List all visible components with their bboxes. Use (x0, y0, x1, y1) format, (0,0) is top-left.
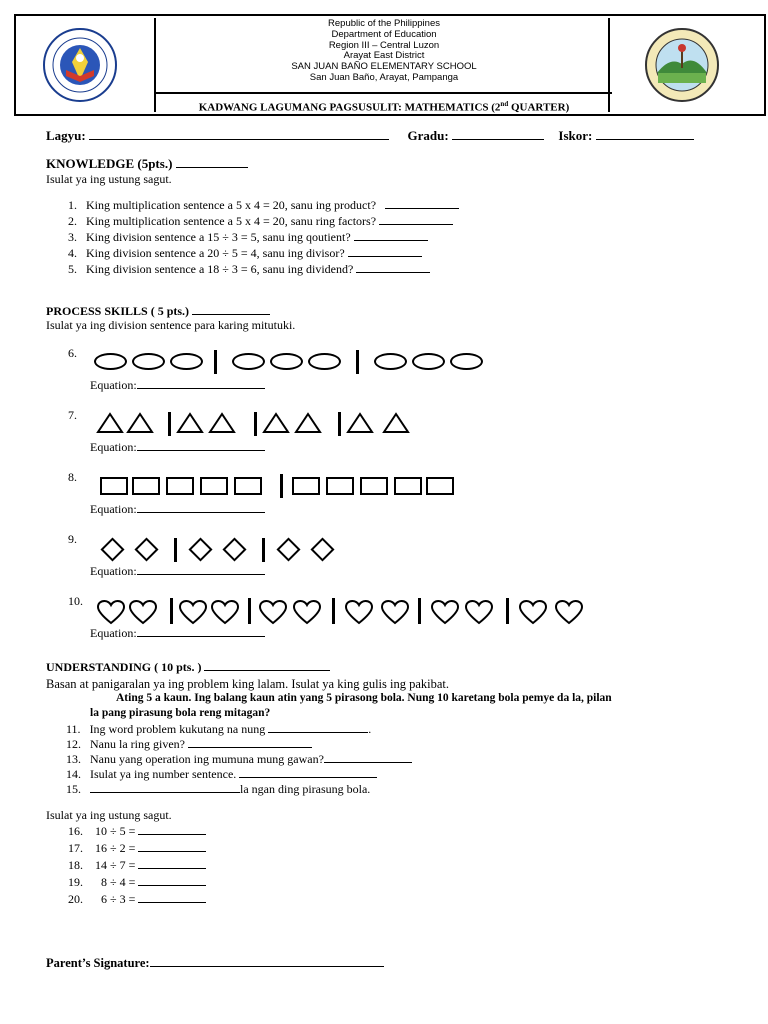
list-item: 12. Nanu la ring given? (66, 737, 312, 752)
understanding-heading: UNDERSTANDING ( 10 pts. ) (46, 660, 330, 675)
list-item: 19. 8 ÷ 4 = (68, 875, 206, 890)
list-item: 4. King division sentence a 20 ÷ 5 = 4, sanu ing divisor? (68, 246, 422, 261)
list-item: 13. Nanu yang operation ing mumuna mung gawan? (66, 752, 412, 767)
list-item: 5. King division sentence a 18 ÷ 3 = 6, sanu ing dividend? (68, 262, 430, 277)
oval-group-figure (94, 350, 494, 374)
square-group-figure (100, 474, 460, 498)
list-item: 1. King multiplication sentence a 5 x 4 = 20, sanu ing product? (68, 198, 459, 213)
equation-row: Equation: (90, 378, 265, 393)
answer-field[interactable] (348, 256, 422, 257)
word-problem-line: la pang pirasung bola reng mitagan? (90, 707, 271, 719)
equation-field[interactable] (137, 574, 265, 575)
knowledge-heading: KNOWLEDGE (5pts.) (46, 156, 248, 172)
equation-field[interactable] (137, 636, 265, 637)
list-item: 17. 16 ÷ 2 = (68, 841, 206, 856)
knowledge-instruction: Isulat ya ing ustung sagut. (46, 172, 172, 186)
answer-field[interactable] (356, 272, 430, 273)
equation-row: Equation: (90, 564, 265, 579)
equation-row: Equation: (90, 440, 265, 455)
item-number: 6. (68, 346, 77, 360)
score-field[interactable] (596, 139, 694, 140)
student-info-row (46, 128, 694, 144)
header-line: Department of Education (331, 28, 437, 40)
signature-row: Parent’s Signature: (46, 956, 384, 971)
answer-field[interactable] (138, 885, 206, 886)
list-item: 11. Ing word problem kukutang na nung . (66, 722, 372, 736)
knowledge-score-field[interactable] (176, 167, 248, 168)
list-item: 18. 14 ÷ 7 = (68, 858, 206, 873)
list-item: 16. 10 ÷ 5 = (68, 824, 206, 839)
process-score-field[interactable] (192, 314, 270, 315)
deped-seal-cell (18, 18, 156, 112)
deped-seal-logo (18, 18, 154, 112)
answer-field[interactable] (188, 747, 312, 748)
answer-field[interactable] (379, 224, 453, 225)
understanding-score-field[interactable] (204, 670, 330, 671)
math-instruction: Isulat ya ing ustung sagut. (46, 808, 172, 822)
grade-field[interactable] (452, 139, 544, 140)
equation-field[interactable] (137, 512, 265, 513)
header-line: Region III – Central Luzon (328, 39, 440, 51)
answer-field[interactable] (138, 902, 206, 903)
school-seal-cell (608, 18, 762, 112)
header-line: Republic of the Philippines (328, 18, 440, 29)
name-field[interactable] (89, 139, 389, 140)
word-problem-line: Ating 5 a kaun. Ing balang kaun atin yang 5 pirasong bola. Nung 10 karetang bola pemye da la, pilan (116, 692, 612, 704)
process-heading: PROCESS SKILLS ( 5 pts.) (46, 304, 270, 319)
list-item: 3. King division sentence a 15 ÷ 3 = 5, sanu ing qoutient? (68, 230, 428, 245)
header-box (14, 14, 766, 116)
exam-title: KADWANG LAGUMANG PAGSUSULIT: MATHEMATICS (2nd QUARTER) (156, 92, 612, 114)
header-line: San Juan Baño, Arayat, Pampanga (309, 71, 459, 83)
header-line: SAN JUAN BAÑO ELEMENTARY SCHOOL (291, 61, 477, 73)
list-item: 15. la ngan ding pirasung bola. (66, 782, 371, 796)
equation-row: Equation: (90, 626, 265, 641)
item-number: 7. (68, 408, 77, 422)
equation-field[interactable] (137, 450, 265, 451)
answer-field[interactable] (138, 868, 206, 869)
item-number: 8. (68, 470, 77, 484)
heart-group-figure (96, 598, 596, 626)
diamond-group-figure (100, 538, 340, 562)
process-instruction: Isulat ya ing division sentence para karing mitutuki. (46, 318, 296, 332)
score-label: Iskor: (558, 128, 593, 143)
name-label: Lagyu: (46, 128, 86, 143)
list-item: 14. Isulat ya ing number sentence. (66, 767, 377, 782)
answer-field[interactable] (354, 240, 428, 241)
equation-field[interactable] (137, 388, 265, 389)
item-number: 10. (68, 594, 83, 608)
item-number: 9. (68, 532, 77, 546)
list-item: 20. 6 ÷ 3 = (68, 892, 206, 907)
understanding-instruction: Basan at panigaralan ya ing problem king lalam. Isulat ya king gulis ing pakibat. (46, 677, 450, 691)
equation-row: Equation: (90, 502, 265, 517)
header-line: Arayat East District (343, 50, 425, 62)
answer-field[interactable] (268, 732, 368, 733)
signature-field[interactable] (150, 966, 384, 967)
answer-field[interactable] (239, 777, 377, 778)
list-item: 2. King multiplication sentence a 5 x 4 = 20, sanu ring factors? (68, 214, 453, 229)
answer-field[interactable] (90, 792, 240, 793)
grade-label: Gradu: (407, 128, 449, 143)
answer-field[interactable] (324, 762, 412, 763)
answer-field[interactable] (385, 208, 459, 209)
answer-field[interactable] (138, 851, 206, 852)
school-seal-logo (610, 18, 762, 112)
triangle-group-figure (94, 410, 424, 438)
header-text (156, 18, 612, 89)
answer-field[interactable] (138, 834, 206, 835)
